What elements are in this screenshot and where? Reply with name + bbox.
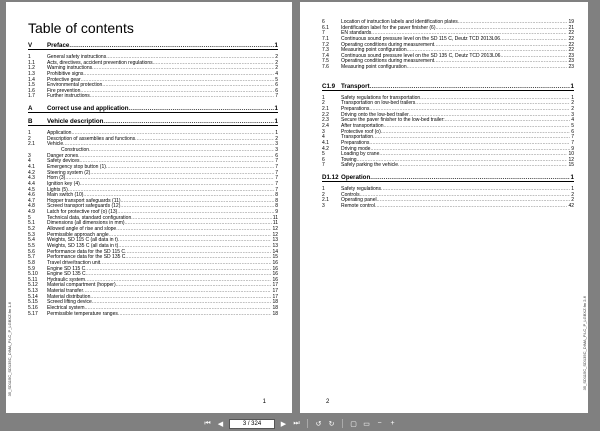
toc-entry-number: 1 [322, 186, 325, 193]
toc-entry-title: Construction [61, 147, 90, 154]
toc-entry-title: Transportation on low-bed trailers [341, 100, 416, 107]
toc-entry-title: Hydraulic system [47, 276, 86, 283]
toc-section-number: V [28, 42, 33, 49]
toc-entry-title: Remote control [341, 203, 375, 210]
toc-entry-number: 2.2 [322, 111, 329, 118]
toc-section-page: 1 [274, 118, 278, 126]
toc-entry-number: 1 [322, 94, 325, 101]
toolbar-divider [307, 419, 308, 428]
toc-section-title: Transport [341, 82, 370, 90]
toc-entry-title: Operating panel [341, 197, 377, 204]
toc-entry-page: 11 [272, 220, 278, 227]
toc-entry-page: 7 [275, 93, 278, 100]
toc-entry-page: 15 [272, 254, 278, 261]
toc-entry-page: 16 [272, 259, 278, 266]
toc-entry-page: 3 [275, 147, 278, 154]
toc-entry-number: 3 [322, 203, 325, 210]
toc-entry-number: 5.13 [28, 288, 38, 295]
page-left [6, 2, 292, 413]
toc-entry-title: Lights (5) [47, 186, 68, 193]
toc-leader [129, 105, 274, 112]
toc-entry-title: Material transfer [47, 288, 84, 295]
toc-entry-title: Performance data for the SD 135 C [47, 254, 126, 261]
toc-entry-number: 4 [28, 158, 31, 165]
toc-section-page: 1 [274, 42, 278, 49]
toc-entry-number: 5.6 [28, 248, 35, 255]
toc-entry-page: 2 [275, 65, 278, 72]
toc-entry-page: 2 [571, 191, 574, 198]
toc-entry-number: 4.1 [322, 139, 329, 146]
toc-entry-number: 4 [322, 134, 325, 141]
toc-entry-title: Horn (3) [47, 175, 66, 182]
toc-entry-number: 5.10 [28, 271, 38, 278]
toc-leader [370, 174, 569, 181]
toc-entry-page: 5 [275, 76, 278, 83]
toc-entry-page: 2 [275, 54, 278, 60]
toc-entry-title: Electrical system [47, 304, 85, 311]
toc-entry-title: Performance data for the SD 115 C [47, 248, 126, 255]
toc-entry-title: Safety regulations for transportation [341, 94, 421, 101]
toc-entry-title: Acts, directives, accident prevention regulations [47, 59, 153, 66]
toc-entry-number: 4.5 [28, 186, 35, 193]
toc-entry-number: 7 [322, 162, 325, 169]
toc-entry-number: 4.7 [28, 197, 35, 204]
toc-entry-number: 2.1 [322, 197, 329, 204]
toc-entry-number: 2 [322, 191, 325, 198]
toc-entry-page: 23 [568, 58, 574, 65]
toc-entry-number: 4.1 [28, 163, 35, 170]
toc-entry-number: 5.9 [28, 265, 35, 272]
toc-entry-title: Steering system (2) [47, 169, 91, 176]
viewer-toolbar [0, 416, 600, 431]
toc-entry-number: 7.1 [322, 35, 329, 42]
toc-entry-number: 1 [28, 130, 31, 137]
toc-entry-page: 16 [272, 276, 278, 283]
toc-entry-number: 3 [28, 152, 31, 159]
last-page-icon[interactable]: ⏭ [293, 419, 300, 427]
toc-entry-page: 22 [568, 41, 574, 48]
toc-entry-page: 2 [571, 197, 574, 204]
toc-entry-number: 1.7 [28, 93, 35, 100]
toc-leader [90, 94, 274, 100]
toc-entry-page: 10 [568, 151, 574, 158]
toc-entry-title: Vehicle [47, 141, 64, 148]
toc-right [322, 20, 574, 210]
toc-entry-number: 2.1 [322, 106, 329, 113]
toc-entry-title: Towing [341, 156, 357, 163]
toc-entry-title: Safety regulations [341, 186, 382, 193]
toc-entry-page: 4 [571, 117, 574, 124]
toc-entry-page: 16 [272, 271, 278, 278]
toc-entry-title: Emergency stop button (1) [47, 163, 106, 170]
toc-entry-title: Permissible approach angle [47, 231, 109, 238]
toc-entry-number: 4.2 [28, 169, 35, 176]
page-number-field[interactable]: 3 / 324 [229, 419, 275, 429]
toc-entry-page: 22 [568, 35, 574, 42]
toc-entry-number: 5.7 [28, 254, 35, 261]
fit-width-icon[interactable]: ▭ [363, 420, 370, 428]
toc-entry-title: Description of assemblies and functions [47, 135, 136, 142]
zoom-in-icon[interactable]: + [390, 420, 395, 427]
toc-entry-page: 14 [272, 248, 278, 255]
toc-entry-number: 6.1 [322, 24, 329, 31]
toc-entry-page: 2 [275, 135, 278, 142]
toc-entry-number: 5.14 [28, 293, 38, 300]
toc-entry-page: 7 [571, 134, 574, 141]
toc-entry-title: Engine SD 115 C [47, 265, 86, 272]
toc-entry-title: Continuous sound pressure level on the SD 115 C, Deutz TCD 2013L06 [341, 35, 501, 42]
side-label-right: 35_SD115C_SD135C_DIMA_P.LC_P_LGBXZ.fm 2-6 [582, 296, 587, 391]
toc-entry-page: 17 [272, 293, 278, 300]
toc-entry-number: 5.4 [28, 237, 35, 244]
toc-entry-page: 12 [568, 156, 574, 163]
toc-section-number: B [28, 118, 33, 126]
toc-entry-page: 3 [571, 111, 574, 118]
toc-entry-title: Application [47, 130, 72, 137]
toc-section-number: A [28, 105, 33, 113]
toc-entry-title: Measuring point configuration [341, 64, 407, 71]
toc-entry-number: 1.3 [28, 70, 35, 77]
toc-entry-number: 2 [322, 100, 325, 107]
toc-entry-page: 18 [272, 304, 278, 311]
toc-entry-number: 4.4 [28, 180, 35, 187]
toc-entry-page: 42 [568, 203, 574, 210]
toc-entry-title: Prohibitive signs [47, 70, 84, 77]
toc-entry-title: Operating conditions during measurement [341, 58, 435, 65]
toc-entry-page: 2 [275, 59, 278, 66]
toc-entry-title: Screed transport safeguards (12) [47, 203, 121, 210]
toc-entry-number: 4.9 [28, 209, 35, 216]
toc-entry-number: 1.5 [28, 82, 35, 89]
toc-entry-number: 5.15 [28, 299, 38, 306]
toolbar-divider [342, 419, 343, 428]
toc-entry-page: 6 [275, 152, 278, 159]
toc-entry-page: 7 [275, 158, 278, 165]
toc-entry-number: 4.8 [28, 203, 35, 210]
toc-section-title: Preface [47, 42, 70, 49]
toc-entry[interactable] [28, 312, 278, 318]
toc-entry[interactable] [322, 204, 574, 210]
page-right [300, 2, 588, 413]
toc-entry-title: Permissible temperature ranges [47, 310, 118, 317]
toc-entry-page: 17 [272, 288, 278, 295]
toc-entry-page: 1 [571, 186, 574, 193]
toc-entry-page: 4 [275, 70, 278, 77]
toc-entry-title: Protective roof (o) [341, 128, 381, 135]
toc-entry-title: EN standards [341, 30, 372, 37]
toc-entry-number: 6 [322, 156, 325, 163]
toc-entry-number: 4.3 [28, 175, 35, 182]
toc-leader [375, 204, 568, 210]
toc-entry-title: Main switch (10) [47, 192, 84, 199]
toc-entry-number: 4.2 [322, 145, 329, 152]
toc-entry-title: Operating conditions during measurement [341, 41, 435, 48]
toc-leader [407, 65, 568, 71]
rotate-left-icon[interactable]: ↺ [315, 420, 322, 428]
toc-entry-title: Screed lifting device [47, 299, 92, 306]
toc-entry-title: Protective gear [47, 76, 81, 83]
toc-section-title: Correct use and application [47, 105, 129, 113]
toc-entry-title: Material compartment (hopper) [47, 282, 116, 289]
page-number-left: 1 [262, 399, 266, 405]
side-label-left: 35_SD115C_SD135C_DIMA_P.LC_P_LGBXZ.fm 1-6 [7, 302, 12, 397]
rotate-right-icon[interactable]: ↻ [328, 420, 335, 428]
toc-entry-title: Engine SD 135 C [47, 271, 86, 278]
toc-section-heading[interactable] [28, 105, 278, 113]
toc-entry-page: 6 [571, 128, 574, 135]
toc-entry-title: Transportation [341, 134, 374, 141]
page-number-right: 2 [326, 399, 330, 405]
toc-leader [398, 163, 567, 169]
toc-entry-title: After transportation [341, 122, 384, 129]
toc-entry-title: Warning instructions [47, 65, 93, 72]
toc-entry[interactable] [322, 163, 574, 169]
toc-section-page: 1 [570, 174, 574, 182]
toc-entry-title: Secure the paver finisher to the low-bed trailer: [341, 117, 445, 124]
toc-entry-page: 6 [275, 87, 278, 94]
toc-leader [103, 118, 273, 125]
toc-entry-title: Location of instruction labels and identification plates [341, 19, 458, 25]
toc-entry-number: 2.3 [322, 117, 329, 124]
toc-entry-number: 7.4 [322, 52, 329, 59]
toc-entry-title: Further instructions [47, 93, 90, 100]
toc-entry-page: 1 [275, 130, 278, 137]
toc-entry-title: Controls [341, 191, 360, 198]
toc-entry-title: Safety devices [47, 158, 80, 165]
toc-entry-number: 5.17 [28, 310, 38, 317]
toc-entry-page: 8 [275, 197, 278, 204]
toc-entry-title: Weights, SD 115 C (all data in t) [47, 237, 118, 244]
toc-entry-page: 23 [568, 52, 574, 59]
toc-entry-page: 22 [568, 30, 574, 37]
toc-section-title: Operation [341, 174, 371, 182]
toc-section-page: 1 [570, 82, 574, 90]
toc-entry-number: 1 [28, 54, 31, 60]
next-page-icon[interactable]: ▶ [280, 420, 287, 428]
toc-entry-page: 7 [275, 186, 278, 193]
toc-leader [370, 83, 570, 90]
toc-entry-number: 1.6 [28, 87, 35, 94]
toc-entry-page: 3 [275, 141, 278, 148]
toc-section-heading[interactable] [28, 118, 278, 126]
toc-entry-number: 1.4 [28, 76, 35, 83]
toc-left [28, 42, 278, 317]
toc-entry-number: 5 [28, 214, 31, 221]
toc-entry-number: 5 [322, 151, 325, 158]
toc-entry-number: 5.8 [28, 259, 35, 266]
toc-entry-page: 12 [272, 231, 278, 238]
toc-entry-page: 9 [571, 145, 574, 152]
toc-entry-page: 7 [275, 180, 278, 187]
toc-entry-title: Fire prevention [47, 87, 81, 94]
zoom-out-icon[interactable]: − [377, 420, 382, 427]
toc-entry-page: 1 [571, 94, 574, 101]
toc-entry-page: 11 [272, 214, 278, 221]
toc-entry-page: 21 [568, 24, 574, 31]
toc-entry-title: Hopper transport safeguards (11) [47, 197, 121, 204]
toc-entry-title: Technical data, standard configuration [47, 214, 132, 221]
toc-entry-title: Allowed angle of rise and slope [47, 226, 117, 233]
toc-entry-page: 23 [568, 64, 574, 71]
toc-entry-title: Environmental protection [47, 82, 103, 89]
toc-entry-number: 2.4 [322, 122, 329, 129]
toc-entry-title: Preparations [341, 106, 370, 113]
toc-entry-number: 5.3 [28, 231, 35, 238]
toc-entry-page: 16 [272, 265, 278, 272]
toc-entry-number: 7 [322, 30, 325, 37]
toc-entry-title: Preparations [341, 139, 370, 146]
fit-page-icon[interactable]: ▢ [350, 420, 357, 428]
toc-entry-number: 5.1 [28, 220, 35, 227]
toc-section-title: Vehicle description [47, 118, 104, 126]
toc-entry-page: 2 [571, 100, 574, 107]
toc-entry-title: General safety instructions [47, 54, 107, 60]
first-page-icon[interactable]: ⏮ [204, 419, 211, 427]
toc-section-page: 1 [274, 105, 278, 113]
toc-entry-page: 19 [568, 19, 574, 25]
toc-entry-title: Weights, SD 135 C (all data in t) [47, 242, 119, 249]
toc-entry-page: 13 [272, 242, 278, 249]
toc-entry-title: Travel drive/traction unit [47, 259, 101, 266]
toc-leader [118, 312, 272, 318]
toc-entry-title: Driving onto the low-bed trailer [341, 111, 409, 118]
toc-entry-page: 7 [275, 163, 278, 170]
toc-entry-number: 5.5 [28, 242, 35, 249]
toc-entry-title: Material distribution [47, 293, 91, 300]
toc-entry-title: Driving mode [341, 145, 371, 152]
toc-entry[interactable] [28, 94, 278, 100]
toc-entry-page: 9 [275, 209, 278, 216]
toc-entry-title: Danger zones [47, 152, 79, 159]
toc-entry-page: 15 [568, 162, 574, 169]
toc-entry-title: Ignition key (4) [47, 180, 80, 187]
toc-entry-title: Safely parking the vehicle [341, 162, 398, 169]
toc-entry-number: 2 [28, 135, 31, 142]
toc-entry-page: 22 [568, 47, 574, 54]
toc-entry-page: 8 [275, 192, 278, 199]
toc-entry-number: 3 [322, 128, 325, 135]
toc-section-number: C1.9 [322, 82, 336, 90]
toc-entry-number: 7.5 [322, 58, 329, 65]
toc-entry-page: 7 [275, 175, 278, 182]
toc-entry-title: Continuous sound pressure level on the SD 135 C, Deutz TCD 2013L06 [341, 52, 501, 59]
toc-entry-page: 2 [571, 106, 574, 113]
toc-entry[interactable] [322, 65, 574, 71]
toc-entry-page: 6 [275, 82, 278, 89]
toc-entry-number: 7.6 [322, 64, 329, 71]
toc-section-heading[interactable] [322, 83, 574, 91]
toc-entry-page: 7 [275, 169, 278, 176]
toc-entry-number: 6 [322, 19, 325, 25]
toc-entry-number: 5.16 [28, 304, 38, 311]
toc-entry-title: Loading by crane [341, 151, 380, 158]
toc-entry-number: 2.1 [28, 141, 35, 148]
toc-entry-number: 4.6 [28, 192, 35, 199]
toc-entry-page: 8 [275, 203, 278, 210]
toc-entry-page: 18 [272, 299, 278, 306]
toc-entry-number: 1.2 [28, 65, 35, 72]
toc-section-heading[interactable] [28, 42, 278, 50]
prev-page-icon[interactable]: ◀ [217, 420, 224, 428]
toc-entry-number: 5.2 [28, 226, 35, 233]
toc-entry-number: 5.12 [28, 282, 38, 289]
toc-entry-page: 18 [272, 310, 278, 317]
toc-entry-title: Dimensions (all dimensions in mm) [47, 220, 125, 227]
toc-leader [69, 42, 273, 49]
toc-entry-number: 7.2 [322, 41, 329, 48]
toc-entry-title: Identification label for the paver finisher (6) [341, 24, 436, 31]
toc-section-heading[interactable] [322, 174, 574, 182]
toc-entry-page: 17 [272, 282, 278, 289]
toc-entry-number: 1.1 [28, 59, 35, 66]
page-title: Table of contents [28, 20, 134, 36]
toc-entry-page: 13 [272, 237, 278, 244]
toc-entry-page: 12 [272, 226, 278, 233]
toc-entry-number: 7.3 [322, 47, 329, 54]
toc-entry-number: 5.11 [28, 276, 38, 283]
toc-entry-title: Latch for protective roof (o) (13) [47, 209, 118, 216]
toc-entry-page: 7 [571, 139, 574, 146]
toc-entry-title: Measuring point configuration [341, 47, 407, 54]
toc-entry-page: 5 [571, 122, 574, 129]
toc-section-number: D1.12 [322, 174, 339, 182]
